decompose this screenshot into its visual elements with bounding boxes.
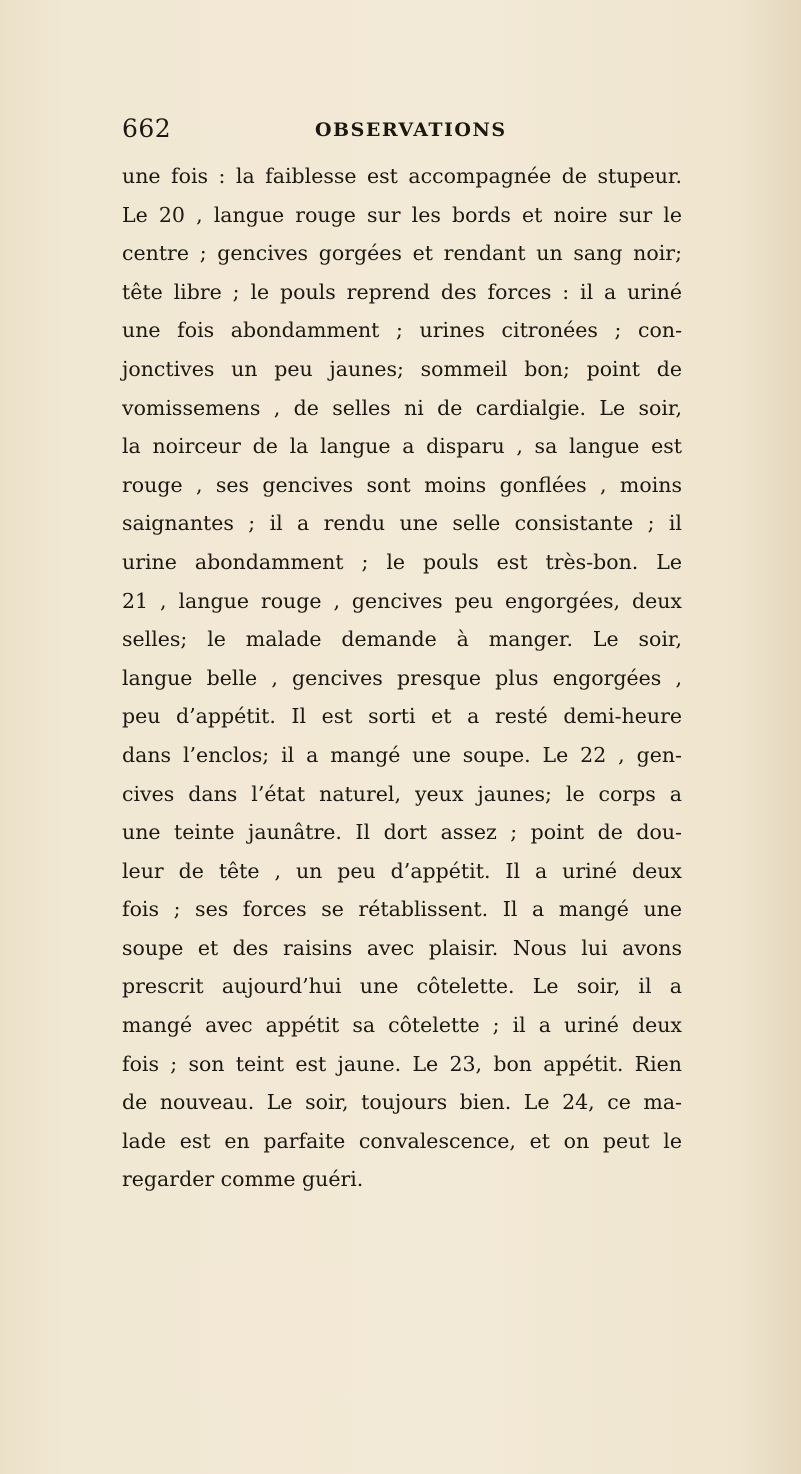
text-line: lade est en parfaite convalescence, et on peut le [122,1128,682,1153]
text-line: centre ; gencives gorgées et rendant un sang noir; [122,241,682,266]
text-line: Le 20 , langue rouge sur les bords et noire sur le [122,202,682,227]
text-line: selles; le malade demande à manger. Le soir, [122,627,682,652]
text-line: une fois : la faiblesse est accompagnée de stupeur. [122,164,682,188]
text-line: prescrit aujourd’hui une côtelette. Le soir, il a [122,974,682,999]
text-line: jonctives un peu jaunes; sommeil bon; point de [122,356,682,381]
text-line: de nouveau. Le soir, toujours bien. Le 24, ce ma- [122,1090,682,1115]
text-line: une teinte jaunâtre. Il dort assez ; point de dou- [122,820,682,845]
text-line: saignantes ; il a rendu une selle consistante ; il [122,511,682,536]
text-line: tête libre ; le pouls reprend des forces : il a uriné [122,279,682,304]
text-line: vomissemens , de selles ni de cardialgie. Le soir, [122,395,682,420]
text-line: fois ; ses forces se rétablissent. Il a mangé une [122,897,682,922]
text-line: peu d’appétit. Il est sorti et a resté demi-heure [122,704,682,729]
text-line: soupe et des raisins avec plaisir. Nous lui avons [122,935,682,960]
text-line: urine abondamment ; le pouls est très-bon. Le [122,549,682,574]
running-head: OBSERVATIONS [315,119,507,141]
text-line: 21 , langue rouge , gencives peu engorgées, deux [122,588,682,613]
text-line: regarder comme guéri. [122,1167,364,1192]
text-line: leur de tête , un peu d’appétit. Il a uriné deux [122,858,682,883]
text-line: rouge , ses gencives sont moins gonflées , moins [122,472,682,497]
page-header [122,112,682,146]
text-line: dans l’enclos; il a mangé une soupe. Le 22 , gen- [122,742,682,767]
text-line: cives dans l’état naturel, yeux jaunes; le corps a [122,781,682,806]
text-line: fois ; son teint est jaune. Le 23, bon appétit. Rien [122,1051,682,1076]
text-line: la noirceur de la langue a disparu , sa langue est [122,434,682,459]
text-line: une fois abondamment ; urines citronées ; con- [122,318,682,343]
text-line: mangé avec appétit sa côtelette ; il a uriné deux [122,1013,682,1038]
text-line: langue belle , gencives presque plus engorgées , [122,665,682,690]
body-text [122,157,682,1199]
page-number: 662 [122,114,172,143]
